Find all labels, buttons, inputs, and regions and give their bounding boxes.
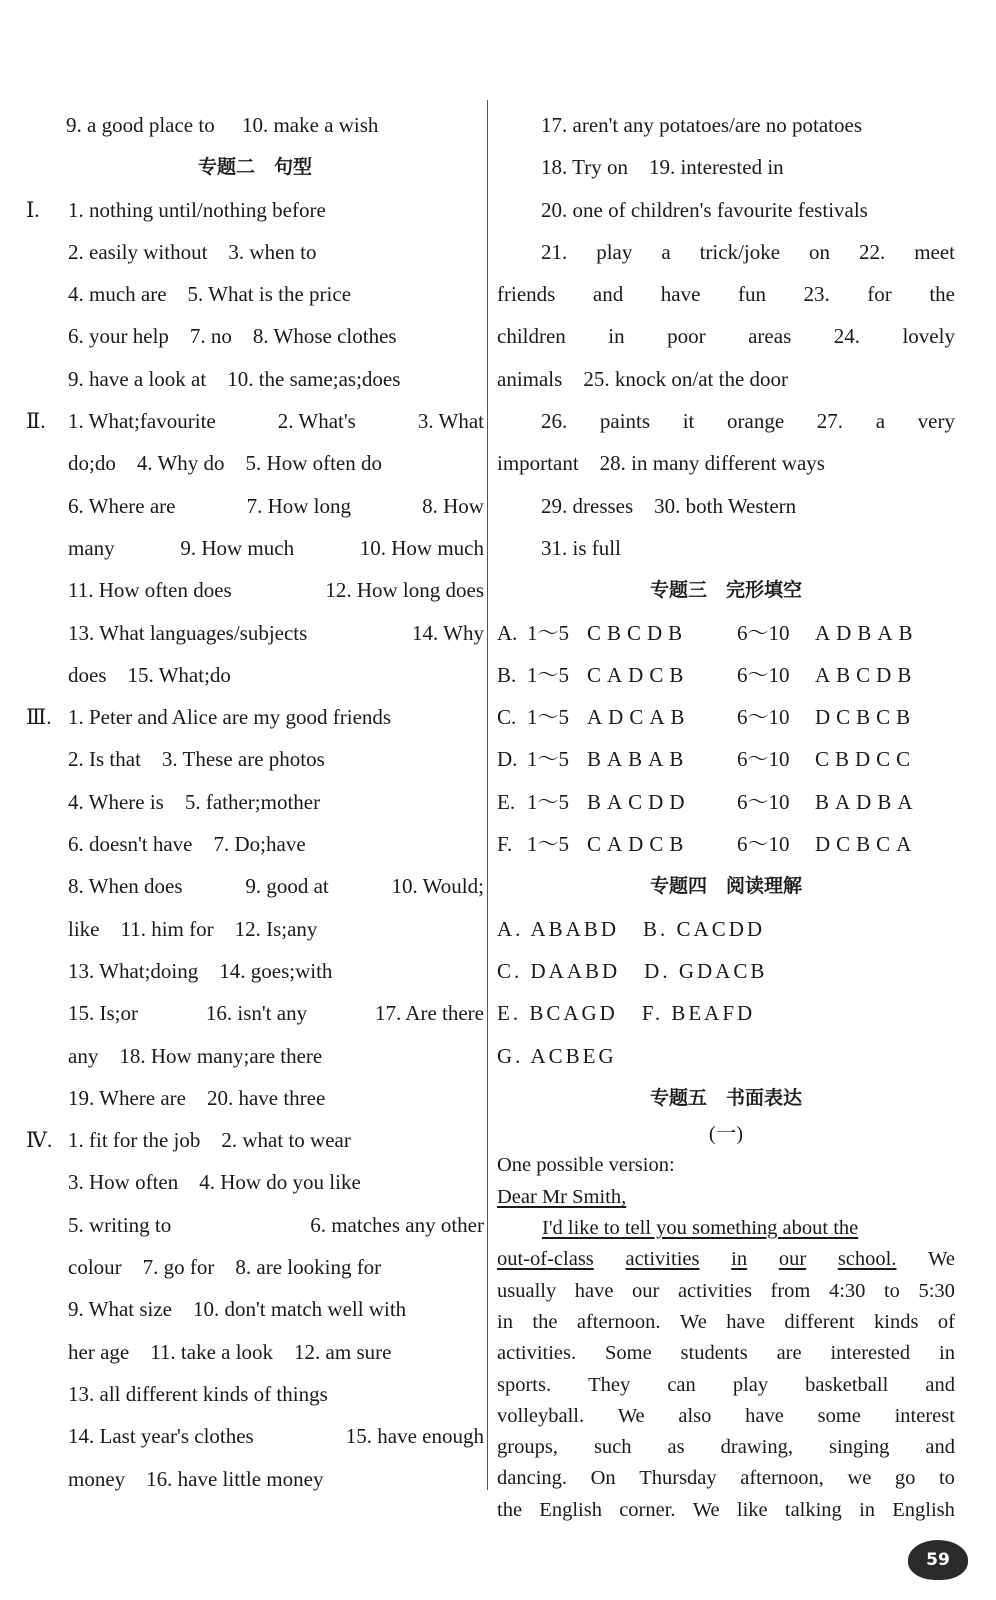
answer-text: 3. What xyxy=(417,409,484,434)
answer-word: and xyxy=(592,282,624,307)
essay-word: afternoon, xyxy=(740,1467,824,1490)
essay-word: our xyxy=(778,1248,807,1271)
cloze-range: 1～5 xyxy=(527,832,569,857)
cloze-answers: DCBCB xyxy=(815,705,917,730)
essay-line xyxy=(497,1276,955,1307)
essay-word: talking xyxy=(784,1498,842,1521)
answer-text: important 28. in many different ways xyxy=(497,451,825,476)
cloze-answers: CADCB xyxy=(587,832,690,857)
essay-word: English xyxy=(892,1498,955,1521)
cloze-label: D. xyxy=(497,747,518,772)
answer-text: 31. is full xyxy=(541,535,621,560)
essay-word: and xyxy=(925,1373,955,1396)
answer-text: 5. writing to xyxy=(68,1212,172,1237)
answer-line xyxy=(26,485,484,527)
answer-text: 9. What size 10. don't match well with xyxy=(68,1297,407,1322)
cloze-range: 6～10 xyxy=(737,832,790,857)
answer-text: money 16. have little money xyxy=(68,1466,324,1491)
essay-line xyxy=(497,1432,955,1463)
reading-row: G. ACBEG xyxy=(497,1043,617,1068)
answer-text: 9. good at xyxy=(245,874,329,899)
answer-text: 13. all different kinds of things xyxy=(68,1381,328,1406)
cloze-label: B. xyxy=(497,662,517,687)
answer-line xyxy=(26,696,484,738)
cloze-range: 1～5 xyxy=(527,747,569,772)
roman-numeral-4: Ⅳ. xyxy=(26,1128,53,1153)
answer-text: does 15. What;do xyxy=(68,662,231,687)
answer-word: areas xyxy=(748,324,792,349)
essay-word: singing xyxy=(828,1436,890,1459)
cloze-answers: ADCAB xyxy=(587,705,691,730)
answer-word: 26. xyxy=(541,409,568,434)
essay-word: activities xyxy=(625,1248,700,1271)
roman-numeral-1: Ⅰ. xyxy=(26,197,40,222)
essay-word: in xyxy=(497,1310,513,1333)
answer-line xyxy=(497,189,955,231)
answer-line xyxy=(497,442,955,484)
answer-line xyxy=(26,358,484,400)
essay-word: dancing. xyxy=(497,1467,568,1490)
essay-word: Thursday xyxy=(639,1467,717,1490)
answer-line xyxy=(26,1077,484,1119)
answer-word: poor xyxy=(667,324,706,349)
answer-text: 17. aren't any potatoes/are no potatoes xyxy=(541,113,863,137)
answer-text: colour 7. go for 8. are looking for xyxy=(68,1255,382,1280)
answer-text: 15. Is;or xyxy=(68,1001,138,1026)
essay-word: interest xyxy=(894,1404,955,1427)
answer-word: trick/joke xyxy=(699,239,781,264)
answer-word: very xyxy=(917,409,955,434)
answer-text: 1. fit for the job 2. what to wear xyxy=(68,1128,351,1153)
cloze-answers: CBCDB xyxy=(587,620,689,645)
cloze-range: 1～5 xyxy=(527,705,569,730)
answer-line xyxy=(26,104,484,146)
answer-line xyxy=(26,231,484,273)
essay-word: have xyxy=(745,1404,784,1427)
answer-text: 3. How often 4. How do you like xyxy=(68,1170,361,1195)
essay-word: school. xyxy=(837,1248,897,1271)
essay-word: We xyxy=(928,1248,955,1271)
answer-word: have xyxy=(660,282,701,307)
section-heading-sentence-patterns: 专题二 句型 xyxy=(197,156,312,179)
answer-line xyxy=(26,781,484,823)
answer-line xyxy=(26,1288,484,1330)
answer-text: 19. Where are 20. have three xyxy=(68,1085,326,1110)
answer-word: a xyxy=(661,239,671,264)
answer-line xyxy=(26,569,484,611)
cloze-label: F. xyxy=(497,832,513,857)
answer-text: 15. have enough xyxy=(345,1424,484,1449)
cloze-row xyxy=(497,612,955,654)
answer-text: 14. Last year's clothes xyxy=(68,1424,254,1449)
sample-essay xyxy=(497,1119,955,1526)
essay-word: activities. xyxy=(497,1342,577,1365)
essay-line xyxy=(497,1213,955,1244)
essay-line xyxy=(497,1182,955,1213)
answer-line xyxy=(497,231,955,273)
answer-word: 23. xyxy=(803,282,830,307)
answer-word: on xyxy=(809,239,831,264)
answer-word: a xyxy=(875,409,886,434)
answer-text: like 11. him for 12. Is;any xyxy=(68,916,318,941)
section-heading-reading: 专题四 阅读理解 xyxy=(649,875,802,898)
cloze-answers: CADCB xyxy=(587,662,690,687)
answer-line xyxy=(26,527,484,569)
answer-line xyxy=(26,315,484,357)
answer-line xyxy=(26,442,484,484)
answer-text: 6. matches any other xyxy=(310,1212,484,1237)
essay-line xyxy=(497,1401,955,1432)
answer-line xyxy=(26,1246,484,1288)
answer-line xyxy=(497,146,955,188)
answer-word: children xyxy=(497,324,566,349)
answer-line xyxy=(26,1204,484,1246)
reading-row: C. DAABD D. GDACB xyxy=(497,958,768,983)
right-column xyxy=(497,104,955,1526)
answer-text: animals 25. knock on/at the door xyxy=(497,366,789,391)
essay-word: go xyxy=(894,1467,916,1490)
essay-word: have xyxy=(726,1310,765,1333)
answer-text: 14. Why xyxy=(412,620,484,645)
answer-line xyxy=(26,908,484,950)
answer-text: 6. doesn't have 7. Do;have xyxy=(68,832,306,857)
answer-text: her age 11. take a look 12. am sure xyxy=(68,1339,392,1364)
answer-text: 6. Where are xyxy=(68,493,176,518)
essay-word: 4:30 xyxy=(828,1279,866,1302)
cloze-answers: BADBA xyxy=(815,789,919,814)
answer-line xyxy=(26,1458,484,1500)
answer-line xyxy=(26,950,484,992)
answer-line xyxy=(26,738,484,780)
answer-word: in xyxy=(608,324,625,349)
essay-word: usually xyxy=(497,1279,557,1302)
essay-word: the xyxy=(532,1310,558,1333)
essay-word: volleyball. xyxy=(497,1404,585,1427)
answer-line xyxy=(26,400,484,442)
answer-word: it xyxy=(682,409,695,434)
page-number: 59 xyxy=(908,1540,968,1580)
essay-word: We xyxy=(679,1310,707,1333)
answer-text: 8. When does xyxy=(68,874,183,899)
answer-word: meet xyxy=(914,239,955,264)
cloze-answers: ADBAB xyxy=(815,620,919,645)
section-heading-writing: 专题五 书面表达 xyxy=(649,1086,802,1109)
essay-word: in xyxy=(859,1498,876,1521)
essay-line xyxy=(497,1338,955,1369)
essay-text: I'd like to tell you something about the xyxy=(542,1217,859,1240)
essay-word: some xyxy=(817,1404,861,1427)
answer-word: paints xyxy=(599,409,651,434)
column-divider xyxy=(487,100,488,1490)
answer-line xyxy=(26,1035,484,1077)
essay-word: afternoon. xyxy=(576,1310,661,1333)
answer-text: 7. How long xyxy=(246,493,352,518)
answer-text: 11. How often does xyxy=(68,578,232,603)
answer-text: 1. nothing until/nothing before xyxy=(68,197,326,222)
cloze-row xyxy=(497,654,955,696)
cloze-range: 6～10 xyxy=(737,747,790,772)
answer-line xyxy=(26,189,484,231)
answer-word: orange xyxy=(727,409,785,434)
essay-word: from xyxy=(770,1279,811,1302)
cloze-range: 1～5 xyxy=(527,662,569,687)
cloze-label: E. xyxy=(497,789,516,814)
reading-row: A. ABABD B. CACDD xyxy=(497,916,766,941)
answer-line xyxy=(26,865,484,907)
answer-line xyxy=(497,400,955,442)
answer-line xyxy=(26,273,484,315)
answer-text: 29. dresses 30. both Western xyxy=(541,493,797,518)
answer-line xyxy=(26,1119,484,1161)
answer-text: 17. Are there xyxy=(374,1001,484,1026)
cloze-label: A. xyxy=(497,620,518,645)
cloze-row xyxy=(497,781,955,823)
answer-word: 22. xyxy=(858,239,886,264)
answer-line xyxy=(26,1331,484,1373)
essay-word: in xyxy=(731,1248,748,1271)
answer-word: lovely xyxy=(902,324,955,349)
section-heading-cloze: 专题三 完形填空 xyxy=(649,579,802,602)
cloze-range: 1～5 xyxy=(527,789,569,814)
answer-text: 20. one of children's favourite festivals xyxy=(541,197,868,222)
essay-word: English xyxy=(539,1498,602,1521)
roman-numeral-2: Ⅱ. xyxy=(26,409,46,434)
answer-text: 4. much are 5. What is the price xyxy=(68,282,352,307)
essay-word: to xyxy=(938,1467,955,1490)
essay-word: We xyxy=(692,1498,720,1521)
answer-text: 2. Is that 3. These are photos xyxy=(68,747,325,772)
answer-text: any 18. How many;are there xyxy=(68,1043,323,1068)
answer-line xyxy=(497,485,955,527)
reading-row: E. BCAGD F. BEAFD xyxy=(497,1001,756,1026)
left-column xyxy=(26,104,484,1500)
essay-word: like xyxy=(736,1498,768,1521)
answer-word: the xyxy=(929,282,955,307)
essay-word: Some xyxy=(604,1342,652,1365)
answer-line xyxy=(26,654,484,696)
cloze-answers: CBDCC xyxy=(815,747,917,772)
cloze-range: 1～5 xyxy=(527,620,569,645)
answer-text: 10. Would; xyxy=(391,874,484,899)
answer-line xyxy=(26,1373,484,1415)
answer-text: 1. Peter and Alice are my good friends xyxy=(68,705,392,730)
cloze-answers: BACDD xyxy=(587,789,691,814)
answer-line xyxy=(497,358,955,400)
essay-word: such xyxy=(593,1436,632,1459)
cloze-answers: ABCDB xyxy=(815,662,918,687)
answer-text: 6. your help 7. no 8. Whose clothes xyxy=(68,324,397,349)
cloze-label: C. xyxy=(497,705,517,730)
roman-numeral-3: Ⅲ. xyxy=(26,705,52,730)
cloze-range: 6～10 xyxy=(737,620,790,645)
answer-text: 1. What;favourite xyxy=(68,409,216,434)
answer-word: play xyxy=(596,239,633,264)
essay-word: in xyxy=(939,1342,955,1365)
essay-word: different xyxy=(784,1310,855,1333)
answer-word: for xyxy=(867,282,892,307)
essay-word: activities xyxy=(677,1279,752,1302)
essay-line xyxy=(497,1495,955,1526)
answer-text: 9. How much xyxy=(180,535,295,560)
essay-word: our xyxy=(632,1279,660,1302)
answer-word: fun xyxy=(737,282,766,307)
essay-subheading: (一) xyxy=(708,1123,744,1146)
essay-word: and xyxy=(925,1436,955,1459)
answer-line xyxy=(26,612,484,654)
answer-word: 24. xyxy=(833,324,860,349)
essay-word: sports. xyxy=(497,1373,552,1396)
essay-word: kinds xyxy=(874,1310,919,1333)
essay-word: out-of-class xyxy=(497,1248,594,1271)
essay-word: 5:30 xyxy=(918,1279,955,1302)
cloze-answers: DCBCA xyxy=(815,832,918,857)
answer-line xyxy=(26,1161,484,1203)
essay-word: also xyxy=(678,1404,712,1427)
answer-text: 9. have a look at 10. the same;as;does xyxy=(68,366,401,391)
essay-line: One possible version: xyxy=(497,1154,675,1177)
essay-word: are xyxy=(776,1342,802,1365)
answer-line xyxy=(497,104,955,146)
cloze-range: 6～10 xyxy=(737,789,790,814)
essay-word: interested xyxy=(830,1342,911,1365)
essay-word: groups, xyxy=(497,1436,558,1459)
cloze-row xyxy=(497,823,955,865)
answer-text: 10. How much xyxy=(359,535,484,560)
answer-line xyxy=(497,315,955,357)
essay-word: the xyxy=(497,1498,523,1521)
answer-text: do;do 4. Why do 5. How often do xyxy=(68,451,383,476)
answer-word: 27. xyxy=(816,409,844,434)
essay-word: as xyxy=(667,1436,685,1459)
cloze-row xyxy=(497,738,955,780)
essay-word: of xyxy=(937,1310,955,1333)
essay-word: They xyxy=(588,1373,631,1396)
essay-line xyxy=(497,1307,955,1338)
essay-word: students xyxy=(680,1342,748,1365)
essay-word: have xyxy=(574,1279,614,1302)
answer-text: 8. How xyxy=(422,493,484,518)
essay-word: basketball xyxy=(805,1373,889,1396)
essay-line xyxy=(497,1370,955,1401)
essay-word: we xyxy=(847,1467,872,1490)
essay-line xyxy=(497,1463,955,1494)
cloze-answers: BABAB xyxy=(587,747,690,772)
answer-text: 4. Where is 5. father;mother xyxy=(68,789,321,814)
essay-word: to xyxy=(883,1279,900,1302)
essay-word: drawing, xyxy=(720,1436,793,1459)
answer-line xyxy=(26,1415,484,1457)
answer-text: many xyxy=(68,535,115,560)
answer-line xyxy=(26,992,484,1034)
essay-word: corner. xyxy=(619,1498,676,1521)
answer-line xyxy=(497,527,955,569)
answer-text: 13. What languages/subjects xyxy=(68,620,308,645)
essay-line xyxy=(497,1244,955,1275)
cloze-range: 6～10 xyxy=(737,662,790,687)
cloze-row xyxy=(497,696,955,738)
answer-text: 2. easily without 3. when to xyxy=(68,239,317,264)
answer-text: 13. What;doing 14. goes;with xyxy=(68,958,333,983)
answer-word: friends xyxy=(497,282,556,307)
essay-word: We xyxy=(617,1404,645,1427)
answer-text: 10. make a wish xyxy=(241,113,379,137)
essay-word: play xyxy=(732,1373,769,1396)
answer-text: 9. a good place to xyxy=(66,113,215,137)
answer-text: 18. Try on 19. interested in xyxy=(541,155,784,180)
answer-line xyxy=(497,273,955,315)
answer-line xyxy=(26,823,484,865)
answer-text: 2. What's xyxy=(277,409,356,434)
cloze-range: 6～10 xyxy=(737,705,790,730)
essay-text: Dear Mr Smith, xyxy=(497,1185,627,1208)
answer-text: 12. How long does xyxy=(325,578,484,603)
answer-word: 21. xyxy=(541,239,568,264)
essay-word: can xyxy=(667,1373,696,1396)
essay-word: On xyxy=(590,1467,616,1490)
answer-text: 16. isn't any xyxy=(205,1001,308,1026)
